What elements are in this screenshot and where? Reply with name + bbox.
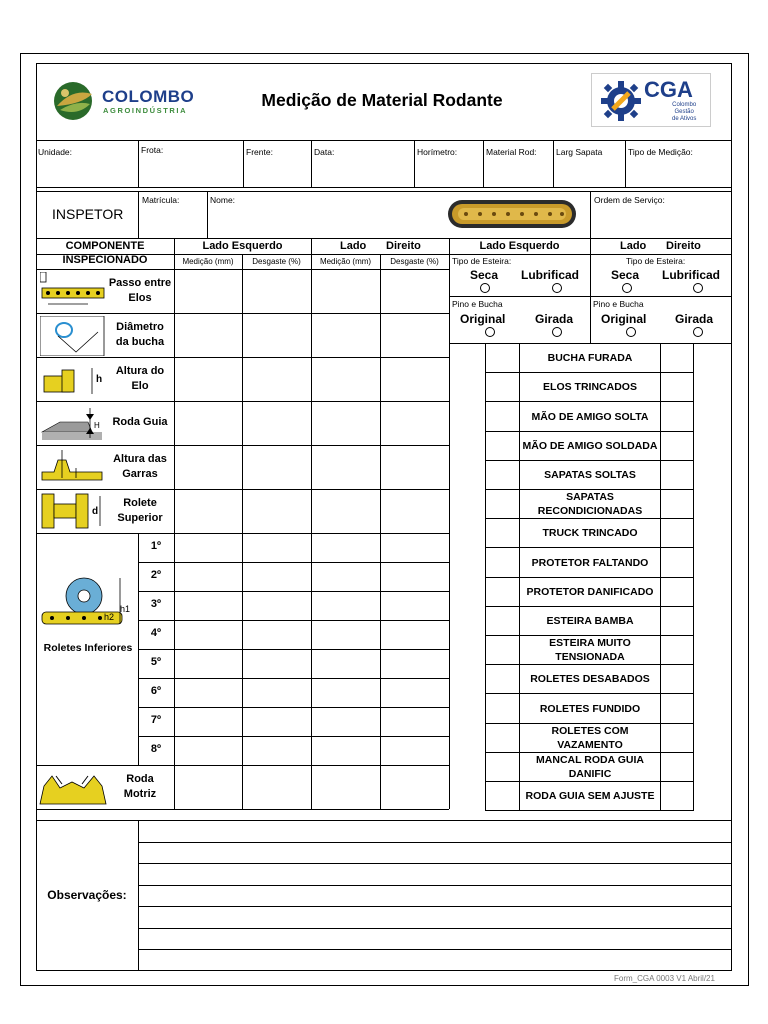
componente-header (40, 239, 170, 267)
girada-left-label: Girada (535, 312, 574, 326)
checklist-right-box[interactable] (660, 693, 694, 724)
component-roda-guia (36, 402, 174, 445)
seca-left-label: Seca (470, 268, 499, 282)
checklist-item: MÃO DE AMIGO SOLTA (519, 401, 661, 432)
observacoes-label: Observações: (47, 888, 127, 902)
component-roletes-inferiores (36, 534, 138, 765)
lado-esquerdo-header: Lado Esquerdo (202, 240, 283, 252)
girada-right-radio[interactable] (693, 327, 703, 337)
material-rod-field[interactable]: Material Rod: (486, 147, 537, 157)
girada-right-label: Girada (675, 312, 714, 326)
checklist-item: PROTETOR FALTANDO (519, 547, 661, 578)
form-code: Form_CGA 0003 V1 Abril/21 (614, 974, 715, 983)
component-passo-entre-elos (36, 270, 174, 313)
inspetor-label: INSPETOR (52, 206, 124, 222)
roller-number-6: 6º (150, 685, 162, 697)
checklist-left-box[interactable] (485, 606, 520, 636)
checklist-left-box[interactable] (485, 431, 520, 461)
right-direito: Direito (666, 240, 701, 252)
tipo-esteira-left: Tipo de Esteira: (452, 256, 512, 266)
girada-left-radio[interactable] (552, 327, 562, 337)
unidade-field[interactable]: Unidade: (38, 147, 73, 157)
lubrificad-right-radio[interactable] (693, 283, 703, 293)
checklist-right-box[interactable] (660, 606, 694, 636)
roller-number-2: 2º (150, 569, 162, 581)
colombo-logo-sub: AGROINDÚSTRIA (103, 106, 188, 115)
original-right-radio[interactable] (626, 327, 636, 337)
checklist-right-box[interactable] (660, 518, 694, 548)
roller-number-4: 4º (150, 627, 162, 639)
cga-logo-sub3: de Ativos (672, 116, 697, 122)
checklist-left-box[interactable] (485, 343, 520, 373)
checklist-left-box[interactable] (485, 518, 520, 548)
frente-field[interactable]: Frente: (246, 147, 273, 157)
carrier-roller-icon (40, 492, 110, 532)
pino-bucha-left: Pino e Bucha (452, 299, 503, 309)
component-label-line2: da bucha (115, 336, 165, 348)
checklist-right-box[interactable] (660, 431, 694, 461)
medicao-header-left: Medição (mm) (182, 257, 234, 266)
original-left-label: Original (460, 312, 506, 326)
component-label-line2: Elos (128, 292, 152, 304)
seca-right-radio[interactable] (622, 283, 632, 293)
checklist-item: ELOS TRINCADOS (519, 372, 661, 402)
checklist-right-box[interactable] (660, 489, 694, 519)
checklist-right-box[interactable] (660, 372, 694, 402)
right-lado-esquerdo: Lado Esquerdo (479, 240, 560, 252)
checklist-right-box[interactable] (660, 460, 694, 490)
checklist-left-box[interactable] (485, 664, 520, 694)
checklist-item: ESTEIRA MUITO TENSIONADA (519, 635, 661, 665)
checklist-left-box[interactable] (485, 401, 520, 432)
original-left-radio[interactable] (485, 327, 495, 337)
page-title: Medição de Material Rodante (261, 90, 503, 110)
component-label-line1: Passo entre (108, 277, 172, 289)
ordem-servico-field[interactable]: Ordem de Serviço: (594, 195, 665, 205)
checklist-item: SAPATAS SOLTAS (519, 460, 661, 490)
right-lado: Lado (620, 240, 647, 252)
cga-logo (591, 73, 711, 127)
cga-logo-sub1: Colombo (672, 102, 697, 108)
checklist-item: ROLETES DESABADOS (519, 664, 661, 694)
roller-number-8: 8º (150, 743, 162, 755)
component-label-line2: Superior (117, 512, 163, 524)
svg-text:h1: h1 (120, 604, 130, 614)
svg-text:d: d (92, 506, 99, 517)
track-roller-icon (40, 576, 130, 640)
roda-motriz-line1: Roda (126, 773, 154, 785)
component-label-line2: Elo (131, 380, 149, 392)
checklist-left-box[interactable] (485, 752, 520, 782)
checklist-item: MANCAL RODA GUIA DANIFIC (519, 752, 661, 782)
idler-icon (40, 404, 106, 444)
checklist-left-box[interactable] (485, 723, 520, 753)
checklist-item: MÃO DE AMIGO SOLDADA (519, 431, 661, 461)
checklist-right-box[interactable] (660, 752, 694, 782)
colombo-logo (52, 80, 202, 122)
seca-right-label: Seca (611, 268, 640, 282)
lubrificad-left-label: Lubrificad (521, 268, 580, 282)
checklist-right-box[interactable] (660, 343, 694, 373)
component-altura-garras (36, 446, 174, 489)
component-label-line1: Altura do (115, 365, 165, 377)
checklist-right-box[interactable] (660, 781, 694, 811)
roller-number-1: 1º (150, 540, 162, 552)
direito-header: Direito (386, 240, 421, 252)
checklist-right-box[interactable] (660, 664, 694, 694)
nome-field[interactable]: Nome: (210, 195, 236, 205)
roller-number-5: 5º (150, 656, 162, 668)
checklist-item: SAPATAS RECONDICIONADAS (519, 489, 661, 519)
checklist-left-box[interactable] (485, 489, 520, 519)
checklist-left-box[interactable] (485, 547, 520, 578)
checklist-right-box[interactable] (660, 635, 694, 665)
desgaste-header-left: Desgaste (%) (252, 257, 301, 266)
svg-text:H: H (94, 421, 100, 430)
original-right-label: Original (601, 312, 647, 326)
roletes-inferiores-label: Roletes Inferiores (43, 642, 133, 654)
checklist-left-box[interactable] (485, 635, 520, 665)
svg-text:h: h (96, 374, 103, 385)
observacoes-field[interactable] (139, 821, 731, 970)
matricula-field[interactable]: Matrícula: (142, 195, 180, 205)
bushing-diameter-icon (40, 316, 106, 356)
roda-motriz-line2: Motriz (123, 788, 157, 800)
checklist-right-box[interactable] (660, 401, 694, 432)
component-label-line2: Garras (122, 468, 158, 480)
desgaste-header-right: Desgaste (%) (390, 257, 439, 266)
checklist-left-box[interactable] (485, 693, 520, 724)
checklist-item: ROLETES COM VAZAMENTO (519, 723, 661, 753)
lubrificad-left-radio[interactable] (552, 283, 562, 293)
svg-text:h2: h2 (104, 612, 115, 622)
component-label-line1: Rolete (123, 497, 157, 509)
checklist-right-box[interactable] (660, 577, 694, 607)
component-label-line1: Diâmetro (116, 321, 164, 333)
roller-number-7: 7º (150, 714, 162, 726)
roller-number-3: 3º (150, 598, 162, 610)
checklist-left-box[interactable] (485, 577, 520, 607)
componente-header-text: COMPONENTE INSPECIONADO (62, 240, 148, 266)
checklist-item: BUCHA FURADA (519, 343, 661, 373)
medicao-header-right: Medição (mm) (319, 257, 372, 266)
sprocket-icon (38, 768, 108, 808)
tipo-medicao-field[interactable]: Tipo de Medição: (628, 147, 693, 157)
checklist-left-box[interactable] (485, 372, 520, 402)
link-height-icon (40, 360, 106, 400)
checklist-left-box[interactable] (485, 460, 520, 490)
grouser-height-icon (40, 448, 106, 488)
component-altura-elo (36, 358, 174, 401)
checklist-item: TRUCK TRINCADO (519, 518, 661, 548)
tipo-esteira-right: Tipo de Esteira: (626, 256, 686, 266)
checklist-left-box[interactable] (485, 781, 520, 811)
component-label-line1: Altura das (113, 453, 167, 465)
checklist-right-box[interactable] (660, 723, 694, 753)
component-label-line1: Roda Guia (112, 416, 168, 428)
track-link-pitch-icon (40, 272, 106, 312)
component-roda-motriz (36, 766, 174, 809)
checklist-item: ESTEIRA BAMBA (519, 606, 661, 636)
cga-logo-name: CGA (644, 77, 693, 102)
lado-header: Lado (340, 240, 367, 252)
data-field[interactable]: Data: (314, 147, 335, 157)
horimetro-field[interactable]: Horímetro: (417, 147, 458, 157)
checklist-right-box[interactable] (660, 547, 694, 578)
seca-left-radio[interactable] (480, 283, 490, 293)
pino-bucha-right: Pino e Bucha (593, 299, 644, 309)
frota-field[interactable]: Frota: (141, 145, 164, 155)
checklist-item: PROTETOR DANIFICADO (519, 577, 661, 607)
component-diametro-bucha (36, 314, 174, 357)
component-rolete-superior (36, 490, 174, 533)
larg-sapata-field[interactable]: Larg Sapata (556, 147, 603, 157)
cga-logo-sub2: Gestão (674, 109, 694, 115)
track-chain-image (446, 197, 578, 231)
checklist-item: ROLETES FUNDIDO (519, 693, 661, 724)
lubrificad-right-label: Lubrificad (662, 268, 721, 282)
checklist-item: RODA GUIA SEM AJUSTE (519, 781, 661, 811)
colombo-logo-name: COLOMBO (102, 87, 195, 106)
